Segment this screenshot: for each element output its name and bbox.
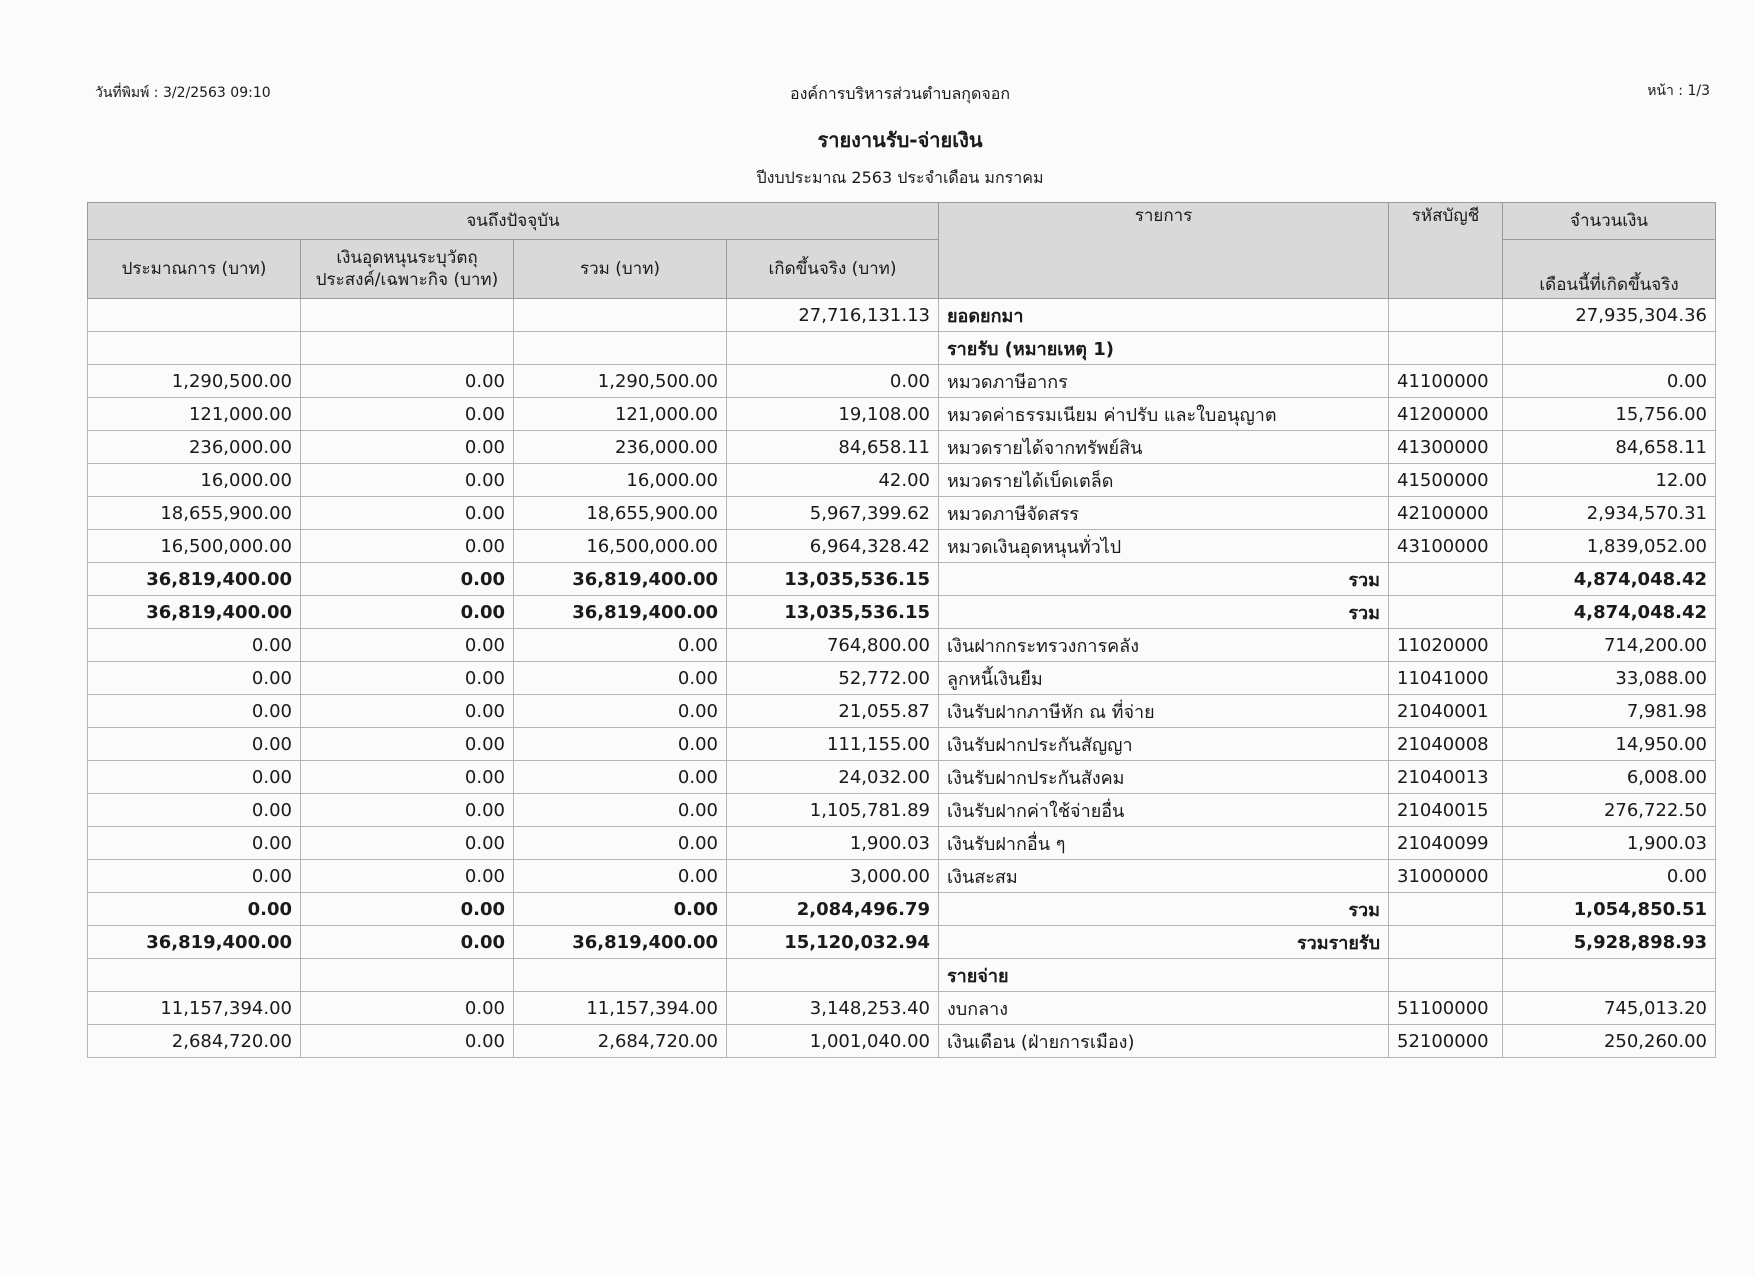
cell-subsidy: 0.00 [301,431,514,464]
header-account-code: รหัสบัญชี [1389,203,1503,299]
cell-account-code: 41100000 [1389,365,1503,398]
cell-account-code: 21040099 [1389,827,1503,860]
report-title: รายงานรับ-จ่ายเงิน [817,128,983,152]
cell-total [514,332,727,365]
cell-this-month: 12.00 [1503,464,1716,497]
cell-this-month: 1,054,850.51 [1503,893,1716,926]
cell-estimate [88,299,301,332]
cell-estimate [88,332,301,365]
cell-actual: 1,001,040.00 [727,1025,939,1058]
cell-total: 0.00 [514,761,727,794]
table-row [88,299,1716,332]
cell-subsidy: 0.00 [301,728,514,761]
cell-total: 36,819,400.00 [514,926,727,959]
cell-total: 11,157,394.00 [514,992,727,1025]
cell-estimate: 16,000.00 [88,464,301,497]
cell-total: 16,500,000.00 [514,530,727,563]
cell-account-code [1389,959,1503,992]
cell-this-month [1503,959,1716,992]
cell-actual: 21,055.87 [727,695,939,728]
cell-subsidy: 0.00 [301,695,514,728]
cell-account-code: 41500000 [1389,464,1503,497]
cell-item-name: เงินเดือน (ฝ่ายการเมือง) [939,1025,1389,1058]
table-row [88,860,1716,893]
cell-item-name: ลูกหนี้เงินยืม [939,662,1389,695]
cell-subsidy [301,959,514,992]
cell-total: 0.00 [514,629,727,662]
header-actual: เกิดขึ้นจริง (บาท) [727,240,939,299]
header-total: รวม (บาท) [514,240,727,299]
cell-account-code: 11041000 [1389,662,1503,695]
cell-actual: 52,772.00 [727,662,939,695]
cell-this-month: 2,934,570.31 [1503,497,1716,530]
cell-account-code: 52100000 [1389,1025,1503,1058]
table-row [88,365,1716,398]
cell-total: 18,655,900.00 [514,497,727,530]
cell-actual: 24,032.00 [727,761,939,794]
cell-estimate: 11,157,394.00 [88,992,301,1025]
cell-item-name: ยอดยกมา [939,299,1389,332]
cell-estimate: 0.00 [88,761,301,794]
cell-estimate: 1,290,500.00 [88,365,301,398]
cell-account-code: 21040015 [1389,794,1503,827]
cell-estimate: 0.00 [88,728,301,761]
cell-item-name: รวม [939,596,1389,629]
cell-this-month: 6,008.00 [1503,761,1716,794]
cell-subsidy: 0.00 [301,365,514,398]
cell-account-code [1389,563,1503,596]
cell-account-code: 43100000 [1389,530,1503,563]
total-row [88,596,1716,629]
cell-this-month: 84,658.11 [1503,431,1716,464]
cell-this-month: 27,935,304.36 [1503,299,1716,332]
table-row [88,992,1716,1025]
cell-this-month [1503,332,1716,365]
cell-total: 0.00 [514,893,727,926]
header-to-date: จนถึงปัจจุบัน [88,203,939,240]
table-row [88,827,1716,860]
cell-account-code: 31000000 [1389,860,1503,893]
cell-actual: 3,000.00 [727,860,939,893]
cell-item-name: หมวดภาษีจัดสรร [939,497,1389,530]
page-number: หน้า : 1/3 [1647,83,1710,99]
cell-item-name: งบกลาง [939,992,1389,1025]
cell-item-name: รวมรายรับ [939,926,1389,959]
cell-total: 36,819,400.00 [514,596,727,629]
cell-subsidy: 0.00 [301,563,514,596]
receipts-payments-table [87,202,1716,1058]
cell-subsidy: 0.00 [301,398,514,431]
cell-this-month: 7,981.98 [1503,695,1716,728]
cell-account-code: 21040001 [1389,695,1503,728]
cell-subsidy: 0.00 [301,794,514,827]
cell-this-month: 250,260.00 [1503,1025,1716,1058]
section-row [88,332,1716,365]
cell-this-month: 4,874,048.42 [1503,563,1716,596]
cell-actual: 27,716,131.13 [727,299,939,332]
cell-actual: 764,800.00 [727,629,939,662]
cell-account-code: 21040013 [1389,761,1503,794]
total-row [88,563,1716,596]
total-row [88,893,1716,926]
cell-account-code [1389,332,1503,365]
cell-item-name: รายรับ (หมายเหตุ 1) [939,332,1389,365]
cell-actual: 84,658.11 [727,431,939,464]
cell-account-code [1389,299,1503,332]
header-estimate: ประมาณการ (บาท) [88,240,301,299]
cell-account-code: 51100000 [1389,992,1503,1025]
cell-item-name: หมวดรายได้เบ็ดเตล็ด [939,464,1389,497]
cell-estimate: 36,819,400.00 [88,563,301,596]
cell-actual: 1,900.03 [727,827,939,860]
cell-this-month: 1,900.03 [1503,827,1716,860]
cell-actual: 6,964,328.42 [727,530,939,563]
cell-this-month: 4,874,048.42 [1503,596,1716,629]
table-row [88,761,1716,794]
cell-estimate: 236,000.00 [88,431,301,464]
cell-account-code [1389,596,1503,629]
header-this-month: เดือนนี้ที่เกิดขึ้นจริง [1503,240,1716,299]
cell-subsidy: 0.00 [301,827,514,860]
table-row [88,431,1716,464]
cell-estimate: 0.00 [88,860,301,893]
cell-item-name: เงินฝากกระทรวงการคลัง [939,629,1389,662]
cell-total: 121,000.00 [514,398,727,431]
cell-account-code: 11020000 [1389,629,1503,662]
cell-subsidy: 0.00 [301,497,514,530]
table-row [88,662,1716,695]
cell-total: 16,000.00 [514,464,727,497]
header-amount: จำนวนเงิน [1503,203,1716,240]
total-row [88,926,1716,959]
cell-total: 0.00 [514,662,727,695]
cell-account-code: 21040008 [1389,728,1503,761]
cell-this-month: 1,839,052.00 [1503,530,1716,563]
cell-actual: 3,148,253.40 [727,992,939,1025]
cell-item-name: หมวดภาษีอากร [939,365,1389,398]
cell-estimate: 0.00 [88,893,301,926]
table-row [88,398,1716,431]
table-row [88,464,1716,497]
cell-actual: 19,108.00 [727,398,939,431]
cell-item-name: เงินสะสม [939,860,1389,893]
cell-estimate [88,959,301,992]
cell-item-name: เงินรับฝากภาษีหัก ณ ที่จ่าย [939,695,1389,728]
cell-total: 0.00 [514,860,727,893]
cell-estimate: 0.00 [88,827,301,860]
cell-item-name: รวม [939,563,1389,596]
cell-account-code [1389,926,1503,959]
table-body [88,299,1716,1058]
cell-this-month: 714,200.00 [1503,629,1716,662]
cell-actual [727,332,939,365]
table-row [88,695,1716,728]
cell-total: 0.00 [514,695,727,728]
cell-estimate: 18,655,900.00 [88,497,301,530]
cell-item-name: เงินรับฝากประกันสัญญา [939,728,1389,761]
table-row [88,497,1716,530]
cell-item-name: รวม [939,893,1389,926]
table-row [88,794,1716,827]
cell-subsidy: 0.00 [301,596,514,629]
cell-actual: 111,155.00 [727,728,939,761]
cell-item-name: หมวดรายได้จากทรัพย์สิน [939,431,1389,464]
cell-total: 2,684,720.00 [514,1025,727,1058]
cell-subsidy: 0.00 [301,761,514,794]
table-row [88,530,1716,563]
cell-estimate: 36,819,400.00 [88,596,301,629]
cell-this-month: 14,950.00 [1503,728,1716,761]
cell-estimate: 2,684,720.00 [88,1025,301,1058]
header-subsidy: เงินอุดหนุนระบุวัตถุ ประสงค์/เฉพาะกิจ (บาท) [301,240,514,299]
report-subtitle: ปีงบประมาณ 2563 ประจำเดือน มกราคม [756,168,1044,187]
header-item: รายการ [939,203,1389,299]
cell-this-month: 276,722.50 [1503,794,1716,827]
cell-actual: 42.00 [727,464,939,497]
cell-this-month: 0.00 [1503,860,1716,893]
cell-this-month: 15,756.00 [1503,398,1716,431]
cell-account-code: 41200000 [1389,398,1503,431]
cell-actual: 1,105,781.89 [727,794,939,827]
table-header [88,203,1716,299]
cell-subsidy: 0.00 [301,530,514,563]
cell-estimate: 0.00 [88,629,301,662]
cell-actual [727,959,939,992]
cell-item-name: เงินรับฝากประกันสังคม [939,761,1389,794]
cell-subsidy [301,299,514,332]
cell-estimate: 0.00 [88,794,301,827]
cell-this-month: 33,088.00 [1503,662,1716,695]
cell-subsidy: 0.00 [301,893,514,926]
cell-subsidy: 0.00 [301,926,514,959]
cell-total [514,299,727,332]
cell-item-name: เงินรับฝากค่าใช้จ่ายอื่น [939,794,1389,827]
cell-account-code: 42100000 [1389,497,1503,530]
cell-subsidy [301,332,514,365]
cell-subsidy: 0.00 [301,629,514,662]
table-row [88,1025,1716,1058]
cell-total [514,959,727,992]
cell-actual: 0.00 [727,365,939,398]
cell-item-name: หมวดเงินอุดหนุนทั่วไป [939,530,1389,563]
table-row [88,728,1716,761]
cell-estimate: 36,819,400.00 [88,926,301,959]
cell-total: 0.00 [514,794,727,827]
cell-total: 1,290,500.00 [514,365,727,398]
cell-actual: 13,035,536.15 [727,596,939,629]
cell-subsidy: 0.00 [301,1025,514,1058]
cell-actual: 13,035,536.15 [727,563,939,596]
cell-estimate: 16,500,000.00 [88,530,301,563]
section-row [88,959,1716,992]
cell-subsidy: 0.00 [301,992,514,1025]
cell-total: 0.00 [514,728,727,761]
cell-total: 36,819,400.00 [514,563,727,596]
cell-actual: 5,967,399.62 [727,497,939,530]
table-row [88,629,1716,662]
cell-actual: 2,084,496.79 [727,893,939,926]
cell-item-name: เงินรับฝากอื่น ๆ [939,827,1389,860]
print-date: วันที่พิมพ์ : 3/2/2563 09:10 [95,85,271,101]
cell-this-month: 745,013.20 [1503,992,1716,1025]
cell-subsidy: 0.00 [301,464,514,497]
cell-this-month: 5,928,898.93 [1503,926,1716,959]
cell-estimate: 0.00 [88,695,301,728]
cell-account-code: 41300000 [1389,431,1503,464]
cell-actual: 15,120,032.94 [727,926,939,959]
cell-estimate: 121,000.00 [88,398,301,431]
cell-total: 236,000.00 [514,431,727,464]
cell-subsidy: 0.00 [301,860,514,893]
cell-item-name: หมวดค่าธรรมเนียม ค่าปรับ และใบอนุญาต [939,398,1389,431]
cell-subsidy: 0.00 [301,662,514,695]
organization-name: องค์การบริหารส่วนตำบลกุดจอก [789,84,1011,103]
cell-this-month: 0.00 [1503,365,1716,398]
cell-account-code [1389,893,1503,926]
cell-item-name: รายจ่าย [939,959,1389,992]
cell-total: 0.00 [514,827,727,860]
cell-estimate: 0.00 [88,662,301,695]
